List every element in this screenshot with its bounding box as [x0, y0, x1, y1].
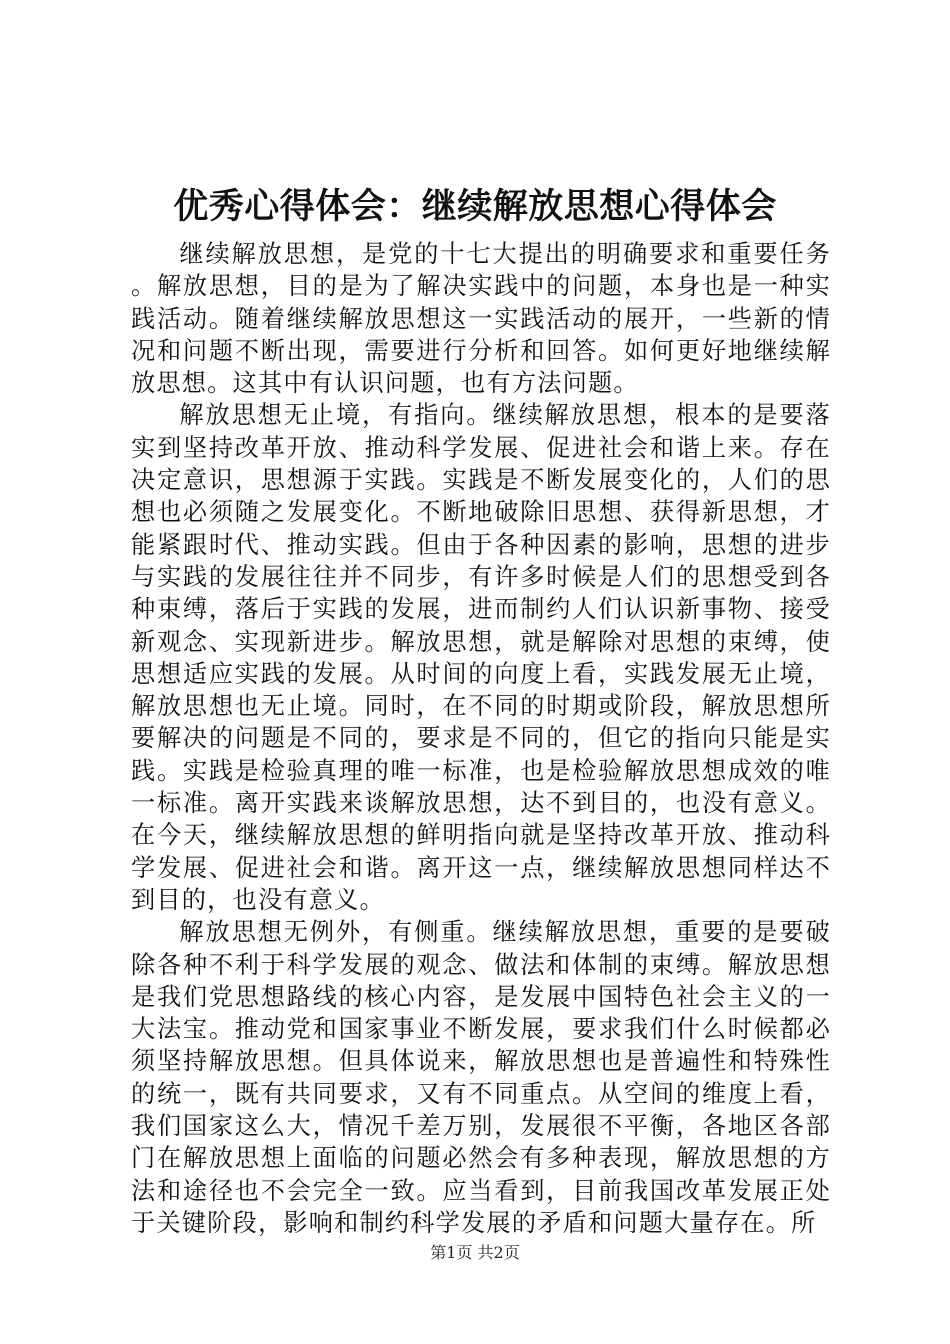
page-footer: 第1页 共2页: [430, 1243, 520, 1262]
document-title: 优秀心得体会：继续解放思想心得体会: [173, 187, 777, 227]
paragraph-1: 继续解放思想，是党的十七大提出的明确要求和重要任务。解放思想，目的是为了解决实践中的问题，本身也是一种实践活动。随着继续解放思想这一实践活动的展开，一些新的情况和问题不断出现，需要进行分析和回答。如何更好地继续解放思想。这其中有认识问题，也有方法问题。: [131, 240, 831, 398]
paragraph-2: 解放思想无止境，有指向。继续解放思想，根本的是要落实到坚持改革开放、推动科学发展、促进社会和谐上来。存在决定意识，思想源于实践。实践是不断发展变化的，人们的思想也必须随之发展变化。不断地破除旧思想、获得新思想，才能紧跟时代、推动实践。但由于各种因素的影响，思想的进步与实践的发展往往并不同步，有许多时候是人们的思想受到各种束缚，落后于实践的发展，进而制约人们认识新事物、接受新观念、实现新进步。解放思想，就是解除对思想的束缚，使思想适应实践的发展。从时间的向度上看，实践发展无止境，解放思想也无止境。同时，在不同的时期或阶段，解放思想所要解决的问题是不同的，要求是不同的，但它的指向只能是实践。实践是检验真理的唯一标准，也是检验解放思想成效的唯一标准。离开实践来谈解放思想，达不到目的，也没有意义。在今天，继续解放思想的鲜明指向就是坚持改革开放、推动科学发展、促进社会和谐。离开这一点，继续解放思想同样达不到目的，也没有意义。: [131, 401, 831, 914]
paragraph-3: 解放思想无例外，有侧重。继续解放思想，重要的是要破除各种不利于科学发展的观念、做法和体制的束缚。解放思想是我们党思想路线的核心内容，是发展中国特色社会主义的一大法宝。推动党和国家事业不断发展，要求我们什么时候都必须坚持解放思想。但具体说来，解放思想也是普遍性和特殊性的统一，既有共同要求，又有不同重点。从空间的维度上看，我们国家这么大，情况千差万别，发展很不平衡，各地区各部门在解放思想上面临的问题必然会有多种表现，解放思想的方法和途径也不会完全一致。应当看到，目前我国改革发展正处于关键阶段，影响和制约科学发展的矛盾和问题大量存在。所: [131, 918, 831, 1237]
document-body: [131, 238, 831, 1239]
